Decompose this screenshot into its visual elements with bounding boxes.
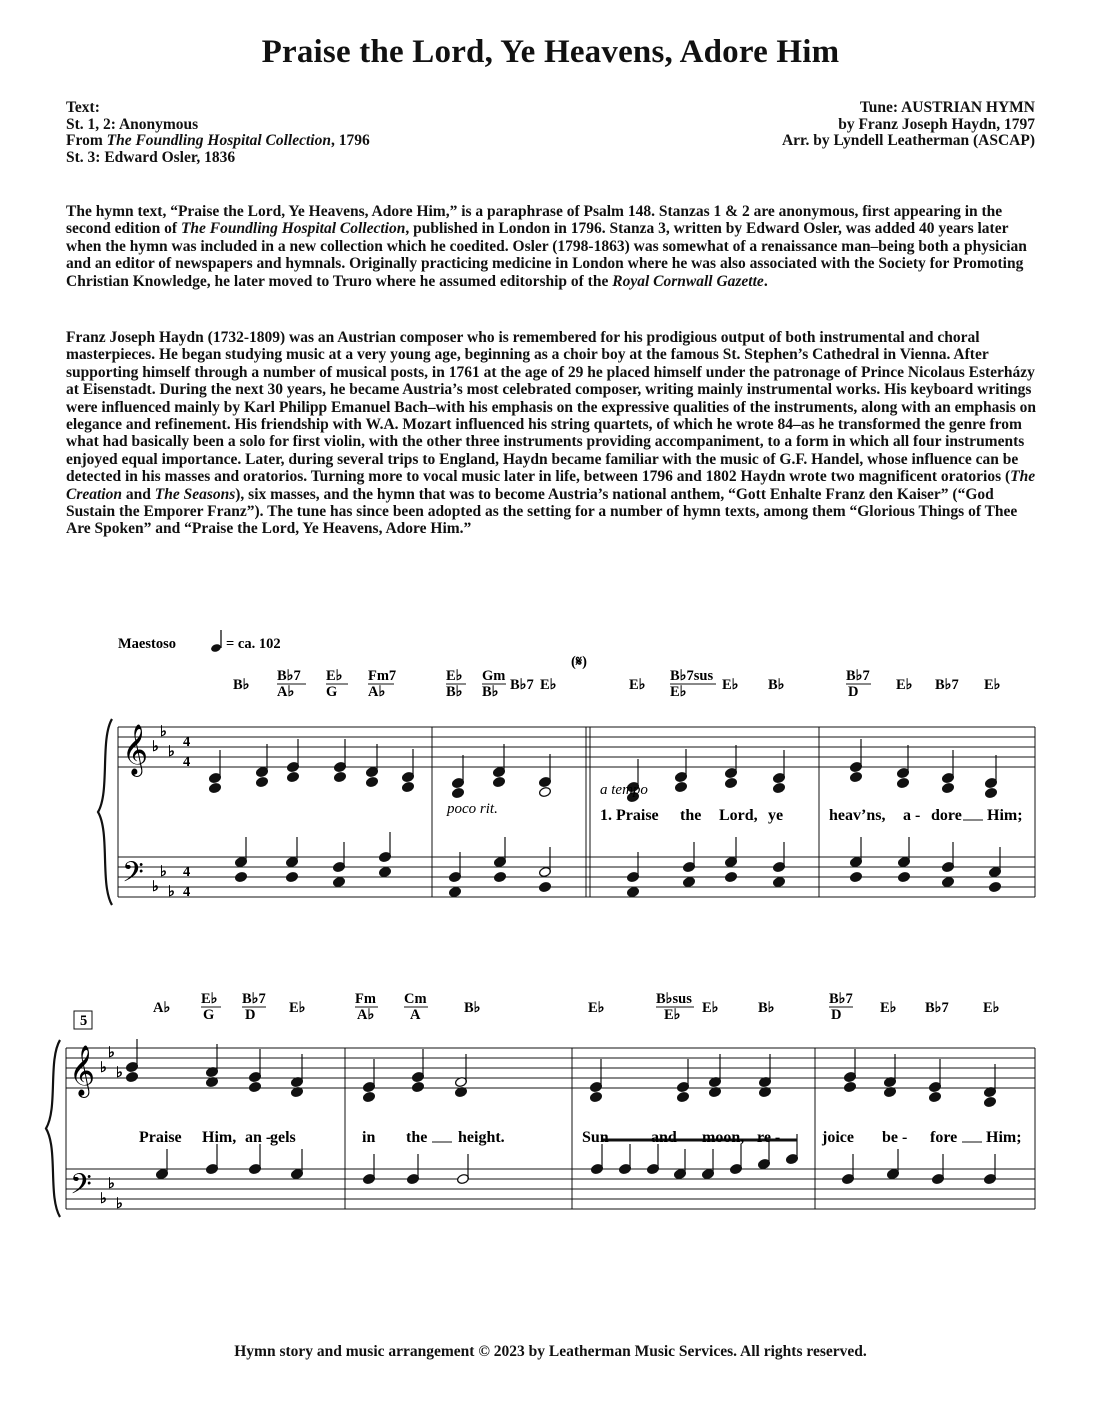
tempo-value: = ca. 102 (226, 636, 281, 652)
quarter-note-icon (210, 643, 222, 653)
notehead (674, 781, 687, 792)
lyric-syllable: the (680, 807, 702, 824)
arranger-credit: Arr. by Lyndell Leatherman (ASCAP) (781, 132, 1035, 149)
notehead (724, 871, 737, 882)
lyric-syllable: Him, (202, 1129, 237, 1146)
chord-symbol: E♭ (629, 677, 646, 693)
notehead (988, 881, 1001, 892)
chord-symbol: E♭ (722, 677, 739, 693)
flat-accidental: ♭ (108, 1176, 115, 1192)
notehead (928, 1091, 941, 1102)
notehead (682, 876, 695, 887)
chord-symbol: B♭ (233, 677, 250, 693)
lyric-syllable: be - (882, 1129, 908, 1146)
notehead (849, 771, 862, 782)
score-texts (69, 636, 1023, 1212)
stanza-1-2-credit: St. 1, 2: Anonymous (66, 115, 199, 133)
flat-accidental: ♭ (116, 1065, 123, 1081)
time-signature-numerator: 4 (183, 864, 191, 880)
lyric-syllable: in (362, 1129, 376, 1146)
notehead (843, 1081, 856, 1092)
tune-name: Tune: AUSTRIAN HYMN (859, 99, 1035, 116)
chord-symbol: B♭ (464, 1000, 481, 1016)
notehead (248, 1081, 261, 1092)
stanza-3-credit: St. 3: Edward Osler, 1836 (66, 148, 236, 166)
notehead (897, 871, 910, 882)
lyric-syllable: joice (822, 1129, 854, 1146)
lyric-syllable: and (651, 1129, 677, 1146)
flat-accidental: ♭ (160, 724, 167, 740)
hymn-story-paragraph-2: Franz Joseph Haydn (1732-1809) was an Austrian composer who is remembered for his prodigious output of both instrumental and choral masterpieces. He began studying music at a very young age, beginning as a choir boy at the famous St. Stephen’s Cathedral in Vienna. After supporting himself through a number of musical posts, in 1761 at the age of 29 he placed himself under the patronage of Prince Nicolaus Esterházy at Eisenstadt. During the next 30 years, he became Austria’s most celebrated composer, writing mainly instrumental works. His keyboard writings were influenced mainly by Karl Philipp Emanuel Bach–with his emphasis on the expressive qualities of the instruments, along with an emphasis on elegance and refinement. His friendship with W.A. Mozart influenced his string quartets, of which he wrote 84–as he transformed the genre from what had basically been a solo for first violin, with the other three instruments providing accompaniment, to a form in which all four instruments enjoyed equal importance. Later, during several trips to England, Haydn became familiar with the music of G.F. Handel, whose influence can be detected in his masses and oratorios. Turning more to vocal music later in life, between 1796 and 1802 Haydn wrote two magnificent oratorios (The Creation and The Seasons), six masses, and the hymn that was to become Austria’s national anthem, “Gott Enhalte Franz den Kaiser” (“God Sustain the Emporer Franz”). The tune has since been adopted as the setting for a number of hymn texts, among them “Glorious Things of Thee Are Spoken” and “Praise the Lord, Ye Heavens, Adore Him.” (66, 329, 1037, 538)
poco-rit-marking: poco rit. (447, 801, 498, 817)
chord-symbol: A (410, 1007, 421, 1023)
notehead (208, 782, 221, 793)
notehead (125, 1071, 138, 1082)
chord-symbol: E♭ (446, 668, 463, 684)
notehead (493, 871, 506, 882)
chord-symbol: B♭7 (242, 991, 266, 1007)
chord-symbol: Cm (404, 991, 427, 1007)
chord-symbol: G (326, 684, 338, 700)
measure-number: 5 (80, 1013, 88, 1029)
time-signature-denominator: 4 (183, 884, 191, 900)
chord-symbol: E♭ (326, 668, 343, 684)
notehead (255, 776, 268, 787)
lyric-syllable: Him; (986, 1129, 1022, 1146)
flat-accidental: ♭ (100, 1191, 107, 1207)
chord-symbol: A♭ (357, 1007, 375, 1023)
bass-clef: 𝄢 (70, 1168, 92, 1208)
lyric-syllable: moon, (702, 1129, 745, 1146)
treble-clef: 𝄞 (122, 724, 149, 775)
composer-credit: by Franz Joseph Haydn, 1797 (838, 115, 1035, 133)
chord-symbol: A♭ (368, 684, 386, 700)
chord-symbol: E♭ (540, 677, 557, 693)
chord-symbol: E♭ (289, 1000, 306, 1016)
chord-symbol: E♭ (984, 677, 1001, 693)
notehead (676, 1091, 689, 1102)
chord-symbol: E♭ (702, 1000, 719, 1016)
chord-symbol: Fm (355, 991, 376, 1007)
time-signature-denominator: 4 (183, 754, 191, 770)
tempo-marking: Maestoso (118, 636, 176, 652)
hymn-story-paragraph-1: The hymn text, “Praise the Lord, Ye Heavens, Adore Him,” is a paraphrase of Psalm 148. Stanzas 1 & 2 are anonymous, first appearing in the second edition of The Foundling Hospital Collection, published in London in 1796. Stanza 3, written by Edward Osler, was added 40 years later when the hymn was included in a new collection which he coedited. Osler (1798-1863) was somewhat of a renaissance man–being both a physician and an editor of newspapers and hymnals. Originally practicing medicine in London where he was also associated with the Society for Promoting Christian Knowledge, he later moved to Truro where he assumed editorship of the Royal Cornwall Gazette. (66, 203, 1027, 290)
chord-symbol: B♭7 (277, 668, 301, 684)
notehead (451, 787, 464, 798)
flat-accidental: ♭ (168, 884, 175, 900)
chord-symbol: E♭ (880, 1000, 897, 1016)
notehead (538, 786, 551, 797)
notehead (941, 876, 954, 887)
lyric-syllable: heav’ns, (829, 807, 886, 824)
lyric-syllable: Sun (582, 1129, 609, 1146)
notehead (234, 871, 247, 882)
flat-accidental: ♭ (108, 1045, 115, 1061)
notehead (448, 886, 461, 897)
chord-symbol: B♭7 (935, 677, 959, 693)
notehead (589, 1091, 602, 1102)
chord-symbol: E♭ (670, 684, 687, 700)
copyright-footer: Hymn story and music arrangement © 2023 by Leatherman Music Services. All rights reserved. (234, 1343, 867, 1360)
notehead (984, 787, 997, 798)
chord-symbol: B♭7 (925, 1000, 949, 1016)
a-tempo-marking: a tempo (600, 782, 648, 798)
notehead (492, 776, 505, 787)
lyric-syllable: ye (768, 807, 784, 824)
notehead (724, 777, 737, 788)
chord-symbol: D (848, 684, 859, 700)
lyric-syllable: 1. Praise (600, 807, 659, 824)
chord-symbol: E♭ (896, 677, 913, 693)
chord-symbol: B♭7 (829, 991, 853, 1007)
chord-symbol: B♭sus (656, 991, 692, 1007)
chord-symbol: E♭ (983, 1000, 1000, 1016)
notehead (849, 871, 862, 882)
bass-clef: 𝄢 (122, 856, 144, 896)
chord-symbol: B♭7 (510, 677, 534, 693)
text-label: Text: (66, 99, 100, 116)
notehead (362, 1091, 375, 1102)
notehead (332, 876, 345, 887)
flat-accidental: ♭ (116, 1196, 123, 1212)
page-title: Praise the Lord, Ye Heavens, Adore Him (261, 34, 840, 70)
lyric-syllable: a - (903, 807, 921, 824)
chord-symbol: Gm (482, 668, 506, 684)
flat-accidental: ♭ (152, 879, 159, 895)
chord-symbol: G (203, 1007, 215, 1023)
chord-symbol: B♭ (482, 684, 499, 700)
segno-sign: (𝄋) (571, 654, 587, 670)
flat-accidental: ♭ (168, 744, 175, 760)
notehead (411, 1081, 424, 1092)
notehead (772, 782, 785, 793)
notehead (772, 876, 785, 887)
chord-symbol: B♭ (446, 684, 463, 700)
chord-symbol: B♭7 (846, 668, 870, 684)
source-credit: From The Foundling Hospital Collection, 1796 (66, 132, 370, 149)
notehead (941, 782, 954, 793)
time-signature-numerator: 4 (183, 734, 191, 750)
chord-symbol: E♭ (588, 1000, 605, 1016)
chord-symbol: E♭ (664, 1007, 681, 1023)
notehead (333, 771, 346, 782)
lyric-syllable: Lord, (719, 807, 758, 824)
chord-symbol: A♭ (277, 684, 295, 700)
flat-accidental: ♭ (100, 1060, 107, 1076)
chord-symbol: E♭ (201, 991, 218, 1007)
notehead (896, 777, 909, 788)
brace (98, 719, 112, 905)
lyric-syllable: height. (458, 1129, 505, 1146)
lyric-syllable: Him; (987, 807, 1023, 824)
brace (46, 1040, 60, 1217)
chord-symbol: Fm7 (368, 668, 397, 684)
chord-symbol: A♭ (153, 1000, 171, 1016)
lyric-syllable: gels (270, 1129, 296, 1146)
chord-symbol: B♭7sus (670, 668, 714, 684)
notehead (401, 781, 414, 792)
flat-accidental: ♭ (160, 864, 167, 880)
lyric-syllable: re - (757, 1129, 781, 1146)
chord-symbol: D (245, 1007, 256, 1023)
notehead (626, 886, 639, 897)
notehead (285, 871, 298, 882)
flat-accidental: ♭ (152, 739, 159, 755)
notehead (983, 1096, 996, 1107)
chord-symbol: B♭ (758, 1000, 775, 1016)
lyric-syllable: fore (930, 1129, 958, 1146)
lyric-syllable: dore (931, 807, 962, 824)
chord-symbol: D (831, 1007, 842, 1023)
lyric-syllable: Praise (139, 1129, 182, 1146)
treble-clef: 𝄞 (69, 1045, 96, 1096)
lyric-syllable: the (406, 1129, 428, 1146)
notehead (538, 881, 551, 892)
notehead (286, 771, 299, 782)
chord-symbol: B♭ (768, 677, 785, 693)
notehead (378, 866, 391, 877)
lyric-syllable: an - (245, 1129, 272, 1146)
notehead (365, 776, 378, 787)
